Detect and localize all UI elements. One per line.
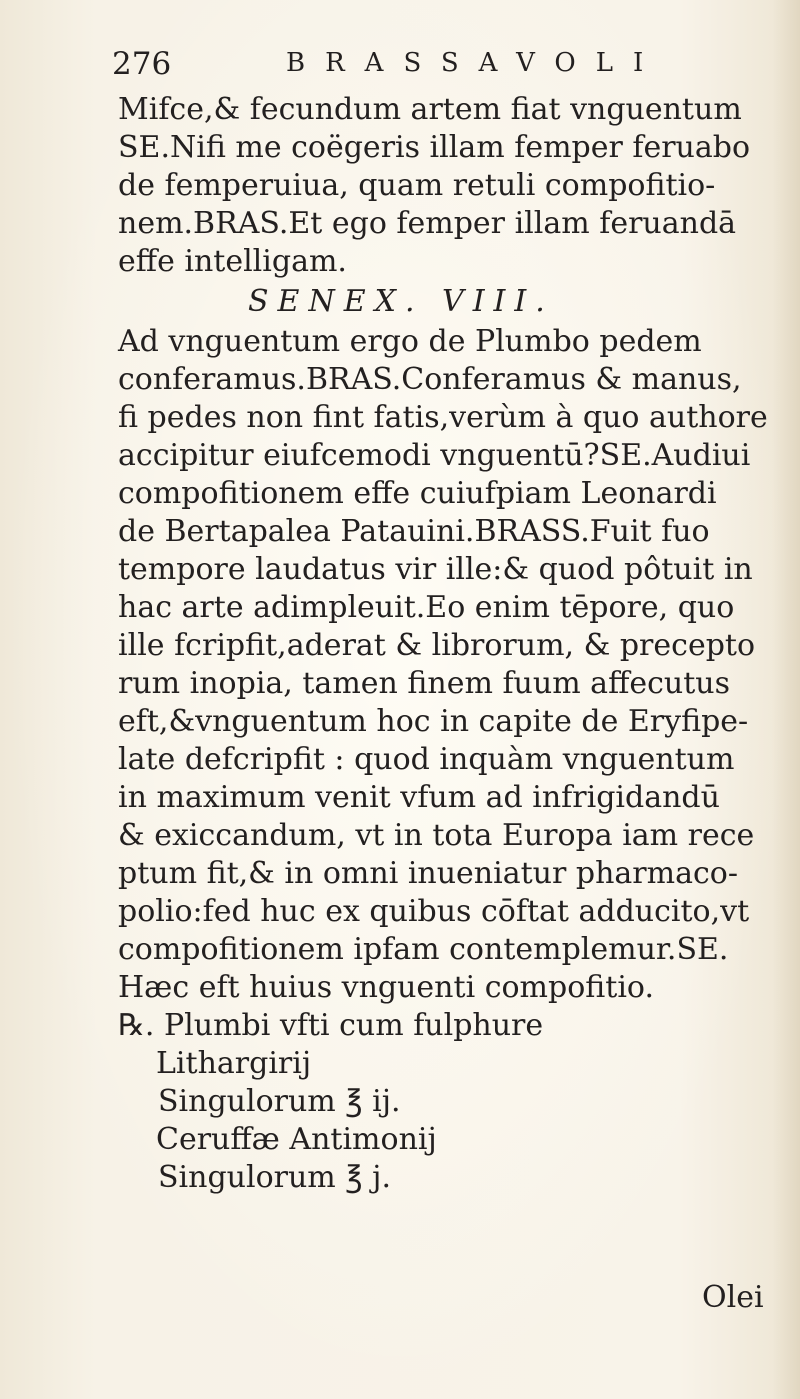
recipe-line: Singulorum ℥ j.	[158, 1160, 391, 1195]
running-head: BRASSAVOLI	[286, 48, 664, 78]
text-line: ille fcripfit,aderat & librorum, & precepto	[118, 628, 756, 663]
text-line: tempore laudatus vir ille:& quod pôtuit in	[118, 552, 753, 587]
text-line: Mifce,& fecundum artem fiat vnguentum	[118, 92, 742, 127]
text-line: eft,&vnguentum hoc in capite de Eryfipe-	[118, 704, 749, 739]
text-line: polio:fed huc ex quibus cōftat adducito,vt	[118, 894, 750, 929]
text-line: & exiccandum, vt in tota Europa iam rece	[118, 818, 755, 853]
recipe-line: Ceruffæ Antimonij	[156, 1122, 437, 1157]
page-edge-shadow	[772, 0, 800, 1399]
text-line: conferamus.BRAS.Conferamus & manus,	[118, 362, 742, 397]
text-line: Hæc eft huius vnguenti compofitio.	[118, 970, 655, 1005]
text-line: rum inopia, tamen finem fuum affecutus	[118, 666, 731, 701]
text-line: compofitionem ipfam contemplemur.SE.	[118, 932, 729, 967]
recipe-line: ℞. Plumbi vfti cum fulphure	[118, 1008, 544, 1043]
page-number: 276	[112, 46, 172, 82]
text-line: compofitionem effe cuiufpiam Leonardi	[118, 476, 717, 511]
recipe-line: Singulorum ℥ ij.	[158, 1084, 401, 1119]
text-line: de Bertapalea Patauini.BRASS.Fuit fuo	[118, 514, 710, 549]
section-heading: SENEX. VIII.	[248, 284, 554, 319]
text-line: late defcripfit : quod inquàm vnguentum	[118, 742, 735, 777]
text-line: accipitur eiufcemodi vnguentū?SE.Audiui	[118, 438, 751, 473]
text-line: hac arte adimpleuit.Eo enim tēpore, quo	[118, 590, 735, 625]
text-line: de femperuiua, quam retuli compofitio-	[118, 168, 716, 203]
text-line: fi pedes non fint fatis,verùm à quo authore	[118, 400, 768, 435]
text-line: effe intelligam.	[118, 244, 347, 279]
page-header	[110, 42, 670, 86]
text-line: Ad vnguentum ergo de Plumbo pedem	[118, 324, 702, 359]
recipe-line: Lithargirij	[156, 1046, 312, 1081]
text-line: ptum fit,& in omni inueniatur pharmaco-	[118, 856, 738, 891]
text-line: nem.BRAS.Et ego femper illam feruandā	[118, 206, 737, 241]
text-line: SE.Nifi me coëgeris illam femper feruabo	[118, 130, 751, 165]
catchword: Olei	[702, 1280, 764, 1315]
text-line: in maximum venit vfum ad infrigidandū	[118, 780, 720, 815]
